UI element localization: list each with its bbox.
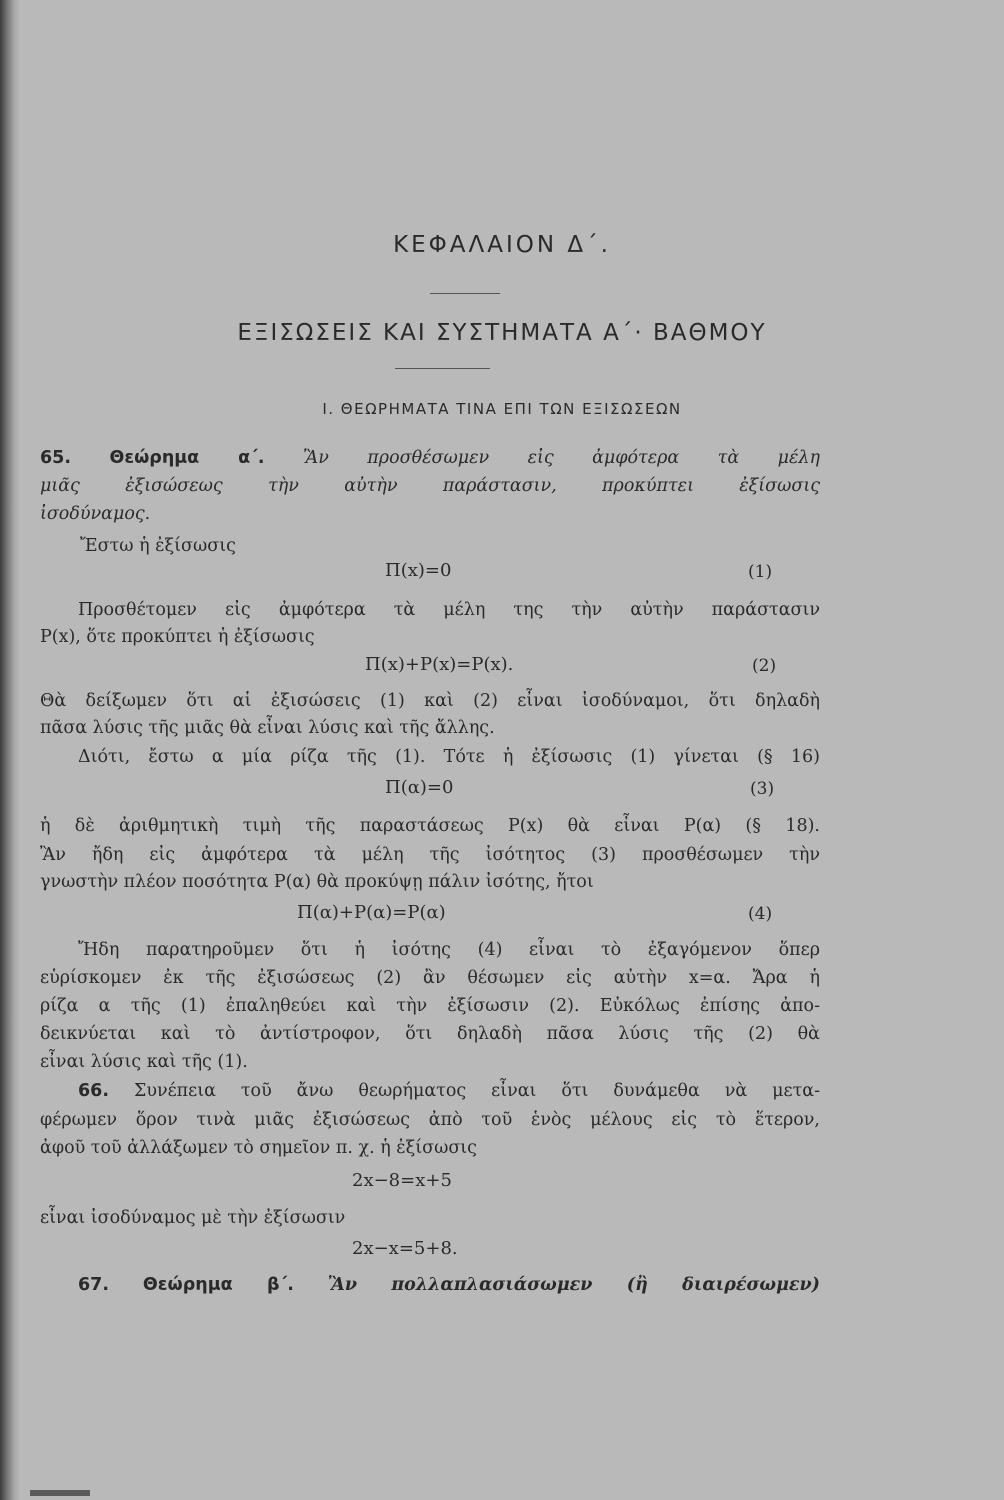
text-line: εἶναι λύσις καὶ τῆς (1). bbox=[40, 1052, 248, 1072]
paragraph-number: 65. bbox=[40, 448, 72, 468]
text-line: Ἂν ἤδη εἰς ἀμφότερα τὰ μέλη τῆς ἰσότητος (3) προσθέσωμεν τὴν bbox=[40, 845, 820, 865]
section-heading: Ι. ΘΕΩΡΗΜΑΤΑ ΤΙΝΑ ΕΠΙ ΤΩΝ ΕΞΙΣΩΣΕΩΝ bbox=[322, 400, 682, 418]
chapter-heading: ΚΕΦΑΛΑΙΟΝ Δ΄. bbox=[393, 232, 611, 258]
equation-number: (1) bbox=[748, 562, 773, 582]
text-line: εἶναι ἰσοδύναμος μὲ τὴν ἐξίσωσιν bbox=[40, 1208, 346, 1228]
equation: 2x−x=5+8. bbox=[352, 1238, 458, 1259]
text-line: γνωστὴν πλέον ποσότητα P(α) θὰ προκύψῃ πάλιν ἰσότης, ἤτοι bbox=[40, 872, 594, 892]
paragraph-number: 66. bbox=[78, 1081, 110, 1101]
text-line: Συνέπεια τοῦ ἄνω θεωρήματος εἶναι ὅτι δυνάμεθα νὰ μετα- bbox=[133, 1081, 820, 1101]
page-edge-mark bbox=[30, 1490, 90, 1496]
text-line: Προσθέτομεν εἰς ἀμφότερα τὰ μέλη της τὴν αὐτὴν παράστασιν bbox=[78, 600, 820, 620]
text-line: πᾶσα λύσις τῆς μιᾶς θὰ εἶναι λύσις καὶ τῆς ἄλλης. bbox=[40, 718, 495, 738]
equation: Π(x)=0 bbox=[385, 560, 452, 581]
text-line: ρίζα α τῆς (1) ἐπαληθεύει καὶ τὴν ἐξίσωσιν (2). Εὐκόλως ἐπίσης ἀπο- bbox=[40, 996, 820, 1016]
equation-number: (4) bbox=[748, 904, 773, 924]
equation: 2x−8=x+5 bbox=[352, 1170, 452, 1191]
theorem-heading: Θεώρημα α΄. bbox=[109, 448, 265, 468]
text-line: ἀφοῦ τοῦ ἀλλάξωμεν τὸ σημεῖον π. χ. ἡ ἐξίσωσις bbox=[40, 1138, 477, 1158]
equation-number: (3) bbox=[750, 779, 775, 799]
chapter-title: ΕΞΙΣΩΣΕΙΣ ΚΑΙ ΣΥΣΤΗΜΑΤΑ Α΄· ΒΑΘΜΟΥ bbox=[237, 320, 767, 346]
text-line: P(x), ὅτε προκύπτει ἡ ἐξίσωσις bbox=[40, 627, 315, 647]
paragraph-number: 67. bbox=[78, 1275, 110, 1295]
equation: Π(x)+P(x)=P(x). bbox=[365, 654, 514, 675]
text-line: Διότι, ἔστω α μία ρίζα τῆς (1). Τότε ἡ ἐξίσωσις (1) γίνεται (§ 16) bbox=[78, 747, 820, 767]
theorem-text: Ἂν πολλαπλασιάσωμεν (ἢ διαιρέσωμεν) bbox=[327, 1275, 820, 1295]
book-spine-shadow bbox=[0, 0, 20, 1500]
equation: Π(α)+P(α)=P(α) bbox=[297, 902, 446, 923]
divider-rule bbox=[395, 368, 490, 369]
theorem-text: μιᾶς ἐξισώσεως τὴν αὐτὴν παράστασιν, προκύπτει ἐξίσωσις bbox=[40, 476, 820, 496]
theorem-text: Ἂν προσθέσωμεν εἰς ἀμφότερα τὰ μέλη bbox=[303, 448, 820, 468]
text-line: εὑρίσκομεν ἐκ τῆς ἐξισώσεως (2) ἂν θέσωμεν εἰς αὐτὴν x=α. Ἄρα ἡ bbox=[40, 968, 820, 988]
text-line: ἡ δὲ ἀριθμητικὴ τιμὴ τῆς παραστάσεως P(x) θὰ εἶναι P(α) (§ 18). bbox=[40, 816, 820, 836]
theorem-text: ἰσοδύναμος. bbox=[40, 504, 151, 524]
text-line: Ἔστω ἡ ἐξίσωσις bbox=[80, 536, 236, 556]
text-line: δεικνύεται καὶ τὸ ἀντίστροφον, ὅτι δηλαδὴ πᾶσα λύσις τῆς (2) θὰ bbox=[40, 1024, 820, 1044]
theorem-heading: Θεώρημα β΄. bbox=[142, 1275, 294, 1295]
equation-number: (2) bbox=[752, 656, 777, 676]
paragraph-first-line bbox=[78, 1078, 820, 1104]
theorem-statement-line bbox=[40, 445, 820, 471]
equation: Π(α)=0 bbox=[385, 777, 454, 798]
text-line: φέρωμεν ὅρον τινὰ μιᾶς ἐξισώσεως ἀπὸ τοῦ ἑνὸς μέλους εἰς τὸ ἕτερον, bbox=[40, 1110, 820, 1130]
divider-rule bbox=[430, 293, 500, 294]
text-line: Ἤδη παρατηροῦμεν ὅτι ἡ ἰσότης (4) εἶναι τὸ ἐξαγόμενον ὅπερ bbox=[78, 940, 820, 960]
text-line: Θὰ δείξωμεν ὅτι αἱ ἐξισώσεις (1) καὶ (2) εἶναι ἰσοδύναμοι, ὅτι δηλαδὴ bbox=[40, 691, 820, 711]
theorem-statement-line bbox=[78, 1272, 820, 1298]
